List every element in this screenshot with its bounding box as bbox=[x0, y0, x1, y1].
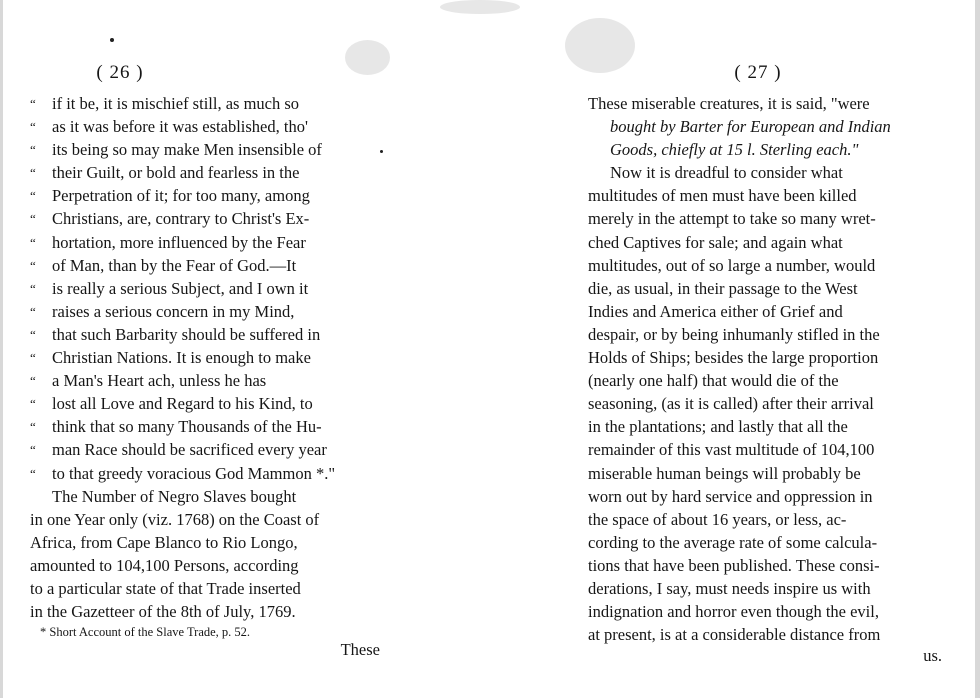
text-line: remainder of this vast multitude of 104,100 bbox=[588, 440, 875, 460]
quote-mark: “ bbox=[30, 188, 36, 204]
text-line: “ think that so many Thousands of the Hu- bbox=[30, 415, 390, 438]
text-line: These miserable creatures, it is said, "were bbox=[588, 94, 870, 113]
text-line: multitudes, out of so large a number, would bbox=[588, 255, 876, 275]
quote-mark: “ bbox=[30, 442, 36, 458]
quote-mark: “ bbox=[30, 303, 36, 319]
quote-mark: “ bbox=[30, 234, 36, 250]
quote-mark: “ bbox=[30, 211, 36, 227]
text-line: The Number of Negro Slaves bought bbox=[52, 486, 297, 506]
footnote: * Short Account of the Slave Trade, p. 52. bbox=[40, 625, 251, 639]
text-line: Africa, from Cape Blanco to Rio Longo, bbox=[30, 532, 298, 552]
text-line: Now it is dreadful to consider what bbox=[610, 163, 843, 183]
text-line: “ Perpetration of it; for too many, among bbox=[30, 184, 390, 207]
text-line: “ its being so may make Men insensible of bbox=[30, 138, 390, 161]
text-line: in one Year only (viz. 1768) on the Coast of bbox=[30, 509, 320, 529]
quote-mark: “ bbox=[30, 396, 36, 412]
text-line: Indies and America either of Grief and bbox=[588, 301, 843, 321]
left-page bbox=[30, 0, 390, 698]
quote-mark: “ bbox=[30, 326, 36, 342]
text-line: “ to that greedy voracious God Mammon *." bbox=[30, 462, 390, 485]
text-line: seasoning, (as it is called) after their arrival bbox=[588, 394, 874, 414]
text-line: in the plantations; and lastly that all the bbox=[588, 417, 848, 437]
quote-mark: “ bbox=[30, 465, 36, 481]
quote-mark: “ bbox=[30, 119, 36, 135]
right-page bbox=[588, 0, 948, 698]
ink-smudge bbox=[440, 0, 520, 14]
text-line: bought by Barter for European and Indian bbox=[610, 117, 891, 137]
text-line: in the Gazetteer of the 8th of July, 1769. bbox=[30, 602, 296, 622]
page-number-26: ( 26 ) bbox=[96, 62, 144, 83]
left-page-text bbox=[30, 92, 390, 623]
text-line: “ as it was before it was established, tho' bbox=[30, 115, 390, 138]
text-line: “ of Man, than by the Fear of God.—It bbox=[30, 254, 390, 277]
quote-mark: “ bbox=[30, 142, 36, 158]
text-line: at present, is at a considerable distance from bbox=[588, 625, 881, 645]
text-line: (nearly one half) that would die of the bbox=[588, 371, 839, 391]
text-line: ched Captives for sale; and again what bbox=[588, 232, 843, 252]
text-line: “ their Guilt, or bold and fearless in the bbox=[30, 161, 390, 184]
text-line: miserable human beings will probably be bbox=[588, 463, 861, 483]
text-line: “ that such Barbarity should be suffered in bbox=[30, 323, 390, 346]
page-number-27: ( 27 ) bbox=[734, 62, 782, 83]
text-line: to a particular state of that Trade inserted bbox=[30, 578, 301, 598]
catchword: These bbox=[340, 640, 380, 659]
text-line: cording to the average rate of some calcula- bbox=[588, 532, 878, 552]
quote-mark: “ bbox=[30, 350, 36, 366]
catchword: us. bbox=[923, 646, 942, 665]
text-line: die, as usual, in their passage to the West bbox=[588, 278, 858, 298]
text-line: “ Christians, are, contrary to Christ's Ex- bbox=[30, 207, 390, 230]
text-line: multitudes of men must have been killed bbox=[588, 186, 857, 206]
text-line: Goods, chiefly at 15 l. Sterling each." bbox=[610, 140, 859, 160]
quote-mark: “ bbox=[30, 419, 36, 435]
right-page-text bbox=[588, 92, 948, 646]
text-line: despair, or by being inhumanly stifled in the bbox=[588, 324, 880, 344]
quote-mark: “ bbox=[30, 257, 36, 273]
text-line: Holds of Ships; besides the large proportion bbox=[588, 348, 879, 368]
text-line: “ if it be, it is mischief still, as much so bbox=[30, 92, 390, 115]
text-line: the space of about 16 years, or less, ac- bbox=[588, 509, 847, 529]
quote-mark: “ bbox=[30, 165, 36, 181]
quote-mark: “ bbox=[30, 373, 36, 389]
text-line: “ raises a serious concern in my Mind, bbox=[30, 300, 390, 323]
text-line: derations, I say, must needs inspire us with bbox=[588, 578, 871, 598]
text-line: indignation and horror even though the evil, bbox=[588, 602, 879, 622]
text-line: “ a Man's Heart ach, unless he has bbox=[30, 369, 390, 392]
page-edge-shadow bbox=[0, 0, 3, 698]
text-line: amounted to 104,100 Persons, according bbox=[30, 555, 299, 575]
text-line: “ is really a serious Subject, and I own it bbox=[30, 277, 390, 300]
text-line: “ man Race should be sacrificed every year bbox=[30, 438, 390, 461]
quote-mark: “ bbox=[30, 280, 36, 296]
text-line: “ lost all Love and Regard to his Kind, to bbox=[30, 392, 390, 415]
text-line: merely in the attempt to take so many wret- bbox=[588, 209, 876, 229]
page-edge-shadow bbox=[975, 0, 980, 698]
text-line: “ Christian Nations. It is enough to make bbox=[30, 346, 390, 369]
text-line: tions that have been published. These consi- bbox=[588, 555, 880, 575]
text-line: “ hortation, more influenced by the Fear bbox=[30, 231, 390, 254]
text-line: worn out by hard service and oppression in bbox=[588, 486, 873, 506]
quote-mark: “ bbox=[30, 96, 36, 111]
